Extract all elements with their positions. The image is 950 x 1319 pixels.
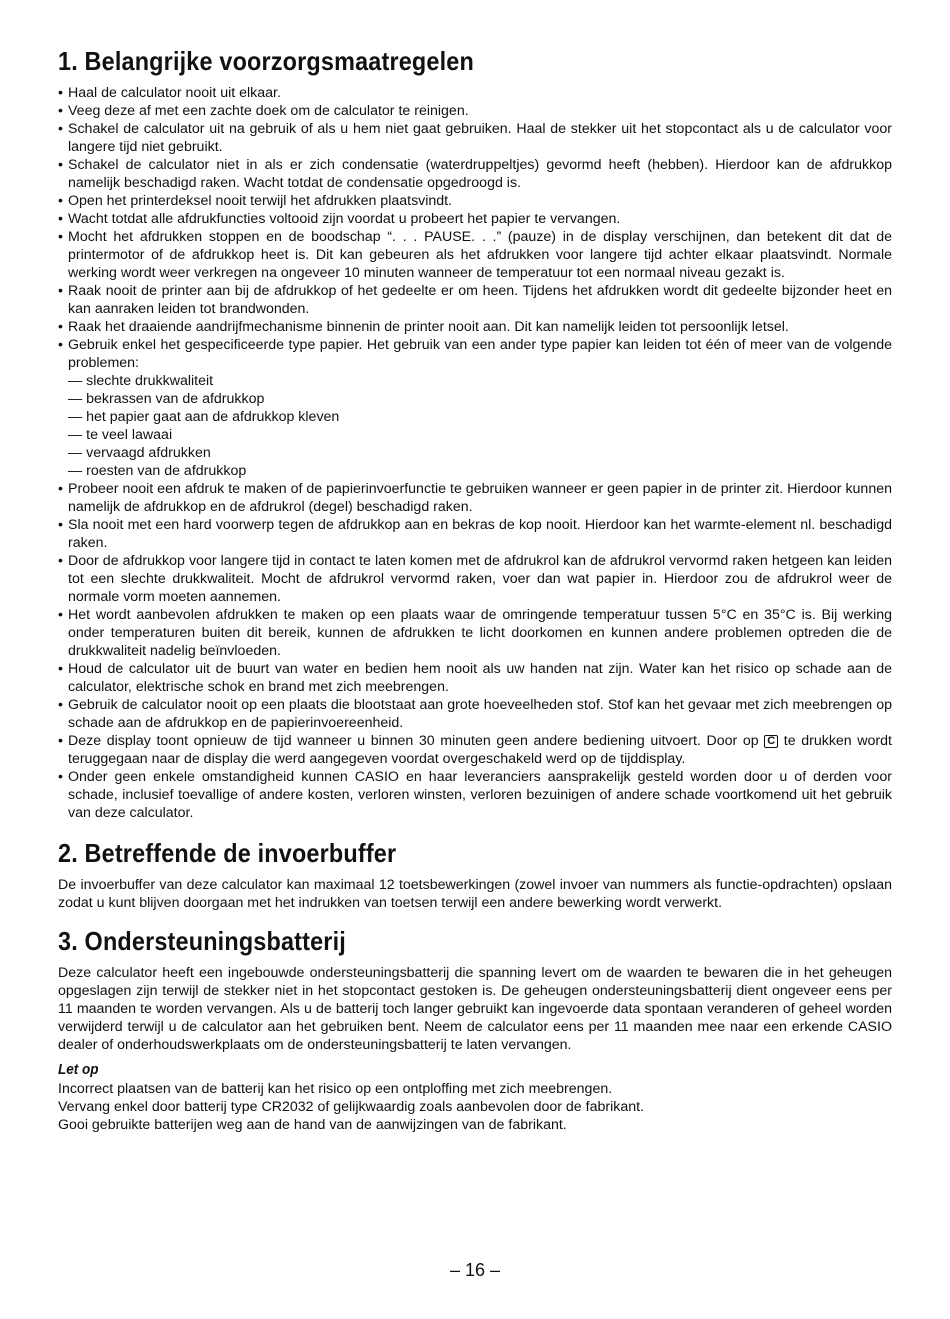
problem-item: — roesten van de afdrukkop bbox=[68, 463, 247, 479]
precaution-item: • Wacht totdat alle afdrukfuncties voltooid zijn voordat u probeert het papier te vervangen. bbox=[58, 210, 892, 228]
precaution-item: • Open het printerdeksel nooit terwijl het afdrukken plaatsvindt. bbox=[58, 192, 892, 210]
note-title: Let op bbox=[58, 1061, 99, 1078]
precaution-item: • Mocht het afdrukken stoppen en de boodschap “. . . PAUSE. . .” (pauze) in de display verschijnen, dan betekent dit dat de printermotor of de afdrukkop heet is. Dit kan gebeuren als het afdrukken voor langere tijd achter elkaar plaatsvindt. Normale werking wordt weer verkregen na ongeveer 10 minuten wanneer de temperatuur tot een normaal niveau gezakt is. bbox=[58, 228, 892, 282]
section-3-text: Deze calculator heeft een ingebouwde ondersteuningsbatterij die spanning levert om de waarden te bewaren die in het geheugen opgeslagen zijn terwijl de stekker niet in het stopcontact gestoken is. De geheugen ondersteuningsbatterij dient ongeveer eens per 11 maanden te worden vervangen. Als u de batterij toch langer gebruikt kan ingevoerde data spontaan veranderen of geheel worden verwijderd terwijl u de calculator aan het gebruiken bent. Neem de calculator eens per 11 maanden mee naar een erkende CASIO dealer of onderhoudswerkplaats om de ondersteuningsbatterij te laten vervangen. bbox=[58, 965, 892, 1053]
display-text-after: te drukken wordt teruggegaan naar de display die werd aangegeven voordat overgeschakeld werd op de tijddisplay. bbox=[68, 733, 892, 767]
precaution-item: • Schakel de calculator niet in als er zich condensatie (waterdruppeltjes) gevormd heeft (hebben). Hierdoor kan de afdrukkop namelijk beschadigd raken. Wacht totdat de condensatie opgedroogd is. bbox=[58, 156, 892, 192]
problem-item: — slechte drukkwaliteit bbox=[68, 373, 214, 389]
precaution-item: • Raak nooit de printer aan bij de afdrukkop of het gedeelte er om heen. Tijdens het afdrukken wordt dit gedeelte bijzonder heet en kan aanraken leiden tot brandwonden. bbox=[58, 282, 892, 318]
note-line: Gooi gebruikte batterijen weg aan de hand van de aanwijzingen van de fabrikant. bbox=[58, 1117, 567, 1133]
liability-item: • Onder geen enkele omstandigheid kunnen CASIO en haar leveranciers aansprakelijk gesteld worden door u of derden voor schade, inclusief toevallige of andere kosten, verloren winsten, verloren bezuinigen of andere schade voortkomend uit het gebruik van deze calculator. bbox=[58, 768, 892, 822]
section-1-title: 1. Belangrijke voorzorgsmaatregelen bbox=[58, 46, 474, 76]
section-2-title: 2. Betreffende de invoerbuffer bbox=[58, 838, 397, 868]
problem-item: — bekrassen van de afdrukkop bbox=[68, 391, 265, 407]
problem-item: — te veel lawaai bbox=[68, 427, 173, 443]
precautions-list bbox=[58, 84, 892, 822]
precaution-item: • Gebruik de calculator nooit op een plaats die blootstaat aan grote hoeveelheden stof. Stof kan het gevaar met zich meebrengen op schade aan de afdrukkop en de papierinvoereenheid. bbox=[58, 696, 892, 732]
section-2-text: De invoerbuffer van deze calculator kan maximaal 12 toetsbewerkingen (zowel invoer van nummers als functie-opdrachten) opslaan zodat u kunt blijven doorgaan met het indrukken van toetsen terwijl een andere bewerking wordt verwerkt. bbox=[58, 877, 892, 911]
precaution-item: • Veeg deze af met een zachte doek om de calculator te reinigen. bbox=[58, 102, 892, 120]
note-line: Vervang enkel door batterij type CR2032 of gelijkwaardig zoals aanbevolen door de fabrikant. bbox=[58, 1099, 644, 1115]
paper-warning-text: Gebruik enkel het gespecificeerde type papier. Het gebruik van een ander type papier kan leiden tot één of meer van de volgende problemen: bbox=[68, 337, 892, 371]
precaution-item: • Haal de calculator nooit uit elkaar. bbox=[58, 84, 892, 102]
precaution-item-display bbox=[58, 732, 892, 768]
precaution-item: • Het wordt aanbevolen afdrukken te maken op een plaats waar de omringende temperatuur tussen 5°C en 35°C is. Bij werking onder temperaturen buiten dit bereik, kunnen de afdrukken te licht doorkomen en kunnen andere problemen optreden die de drukkwaliteit nadelig beïnvloeden. bbox=[58, 606, 892, 660]
display-text-before: Deze display toont opnieuw de tijd wanneer u binnen 30 minuten geen andere bediening uitvoert. Door op bbox=[68, 733, 759, 749]
problem-item: — het papier gaat aan de afdrukkop kleven bbox=[68, 409, 340, 425]
precaution-item: • Sla nooit met een hard voorwerp tegen de afdrukkop aan en bekras de kop nooit. Hierdoor kan het warmte-element nl. beschadigd raken. bbox=[58, 516, 892, 552]
precaution-item: • Door de afdrukkop voor langere tijd in contact te laten komen met de afdrukrol kan de afdrukrol vervormd raken hetgeen kan leiden tot een slechte drukkwaliteit. Mocht de afdrukrol vervormd raken, voer dan wat papier in. Hierdoor zou de afdrukrol weer de normale vorm moeten aannemen. bbox=[58, 552, 892, 606]
problem-item: — vervaagd afdrukken bbox=[68, 445, 211, 461]
section-3-title: 3. Ondersteuningsbatterij bbox=[58, 926, 346, 956]
page-number: – 16 – bbox=[449, 1260, 501, 1280]
precaution-item: • Schakel de calculator uit na gebruik of als u hem niet gaat gebruiken. Haal de stekker uit het stopcontact als u de calculator voor langere tijd niet gebruikt. bbox=[58, 120, 892, 156]
manual-page bbox=[58, 44, 892, 1134]
precaution-item: • Probeer nooit een afdruk te maken of de papierinvoerfunctie te gebruiken wanneer er geen papier in de printer zit. Hierdoor kunnen namelijk de afdrukkop en de afdrukrol (degel) beschadigd raken. bbox=[58, 480, 892, 516]
note-line: Incorrect plaatsen van de batterij kan het risico op een ontploffing met zich meebrengen. bbox=[58, 1081, 613, 1097]
precaution-item: • Raak het draaiende aandrijfmechanisme binnenin de printer nooit aan. Dit kan namelijk leiden tot persoonlijk letsel. bbox=[58, 318, 892, 336]
paper-problems-list bbox=[68, 372, 892, 480]
precaution-item: • Houd de calculator uit de buurt van water en bedien hem nooit als uw handen nat zijn. Water kan het risico op schade aan de calculator, elektrische schok en brand met zich meebrengen. bbox=[58, 660, 892, 696]
precaution-item-paper bbox=[58, 336, 892, 480]
clear-key-icon: C bbox=[764, 735, 778, 748]
